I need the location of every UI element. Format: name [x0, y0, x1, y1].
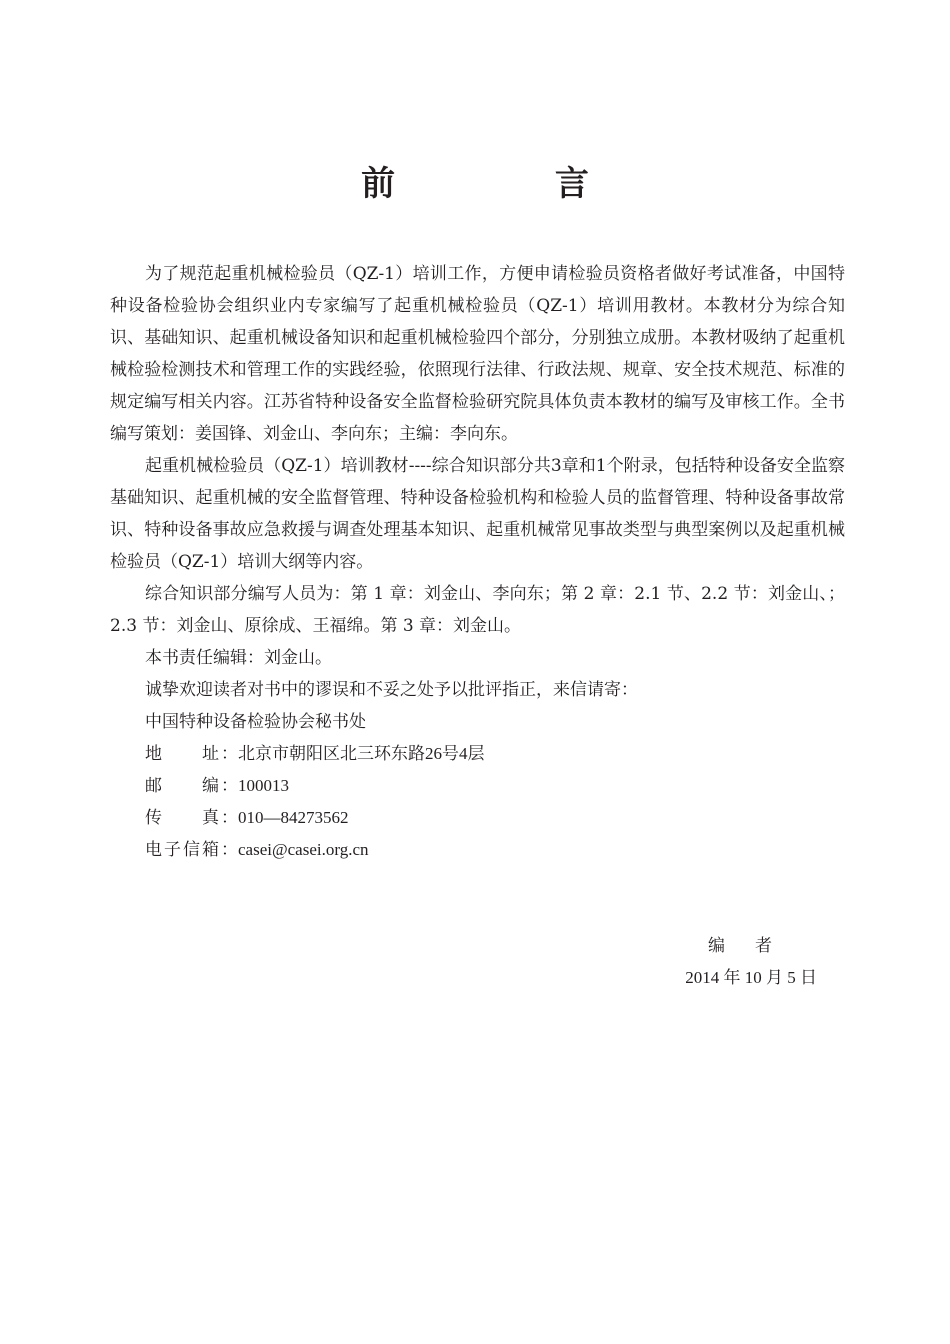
page-title: 前 言	[361, 164, 663, 204]
responsible-editor-line: 本书责任编辑：刘金山。	[145, 648, 332, 668]
address-label: 地 址：	[145, 744, 238, 764]
organization-line: 中国特种设备检验协会秘书处	[145, 712, 366, 732]
postcode-value: 100013	[238, 776, 289, 795]
fax-value: 010—84273562	[238, 808, 349, 827]
paragraph-contents: 起重机械检验员（QZ-1）培训教材----综合知识部分共3章和1个附录，包括特种设备安全监察基础知识、起重机械的安全监督管理、特种设备检验机构和检验人员的监督管理、特种设备事故常识、特种设备事故应急救援与调查处理基本知识、起重机械常见事故类型与典型案例以及起重机械检验员（QZ-1）培训大纲等内容。	[110, 456, 845, 572]
invitation-line: 诚挚欢迎读者对书中的谬误和不妥之处予以批评指正，来信请寄：	[145, 680, 638, 700]
contact-fax-row	[110, 802, 845, 834]
fax-label: 传 真：	[145, 808, 238, 828]
contact-address-row	[110, 738, 845, 770]
paragraph-intro: 为了规范起重机械检验员（QZ-1）培训工作，方便申请检验员资格者做好考试准备，中国特种设备检验协会组织业内专家编写了起重机械检验员（QZ-1）培训用教材。本教材分为综合知识、基础知识、起重机械设备知识和起重机械检验四个部分，分别独立成册。本教材吸纳了起重机械检验检测技术和管理工作的实践经验，依照现行法律、行政法规、规章、安全技术规范、标准的规定编写相关内容。江苏省特种设备安全监督检验研究院具体负责本教材的编写及审核工作。全书编写策划：姜国锋、刘金山、李向东；主编：李向东。	[110, 264, 845, 444]
contact-email-row	[110, 834, 845, 866]
address-value: 北京市朝阳区北三环东路26号4层	[238, 744, 485, 763]
preface-body	[110, 258, 845, 866]
signoff-date: 2014 年 10 月 5 日	[685, 968, 817, 987]
email-label: 电子信箱：	[145, 840, 238, 860]
postcode-label: 邮 编：	[145, 776, 238, 796]
email-value: casei@casei.org.cn	[238, 840, 369, 859]
contact-postcode-row	[110, 770, 845, 802]
signoff-editor: 编者	[708, 936, 802, 956]
signoff-block	[600, 930, 845, 994]
paragraph-authors: 综合知识部分编写人员为：第 1 章：刘金山、李向东；第 2 章：2.1 节、2.2 节：刘金山、；2.3 节：刘金山、原徐成、王福绵。第 3 章：刘金山。	[110, 584, 845, 636]
